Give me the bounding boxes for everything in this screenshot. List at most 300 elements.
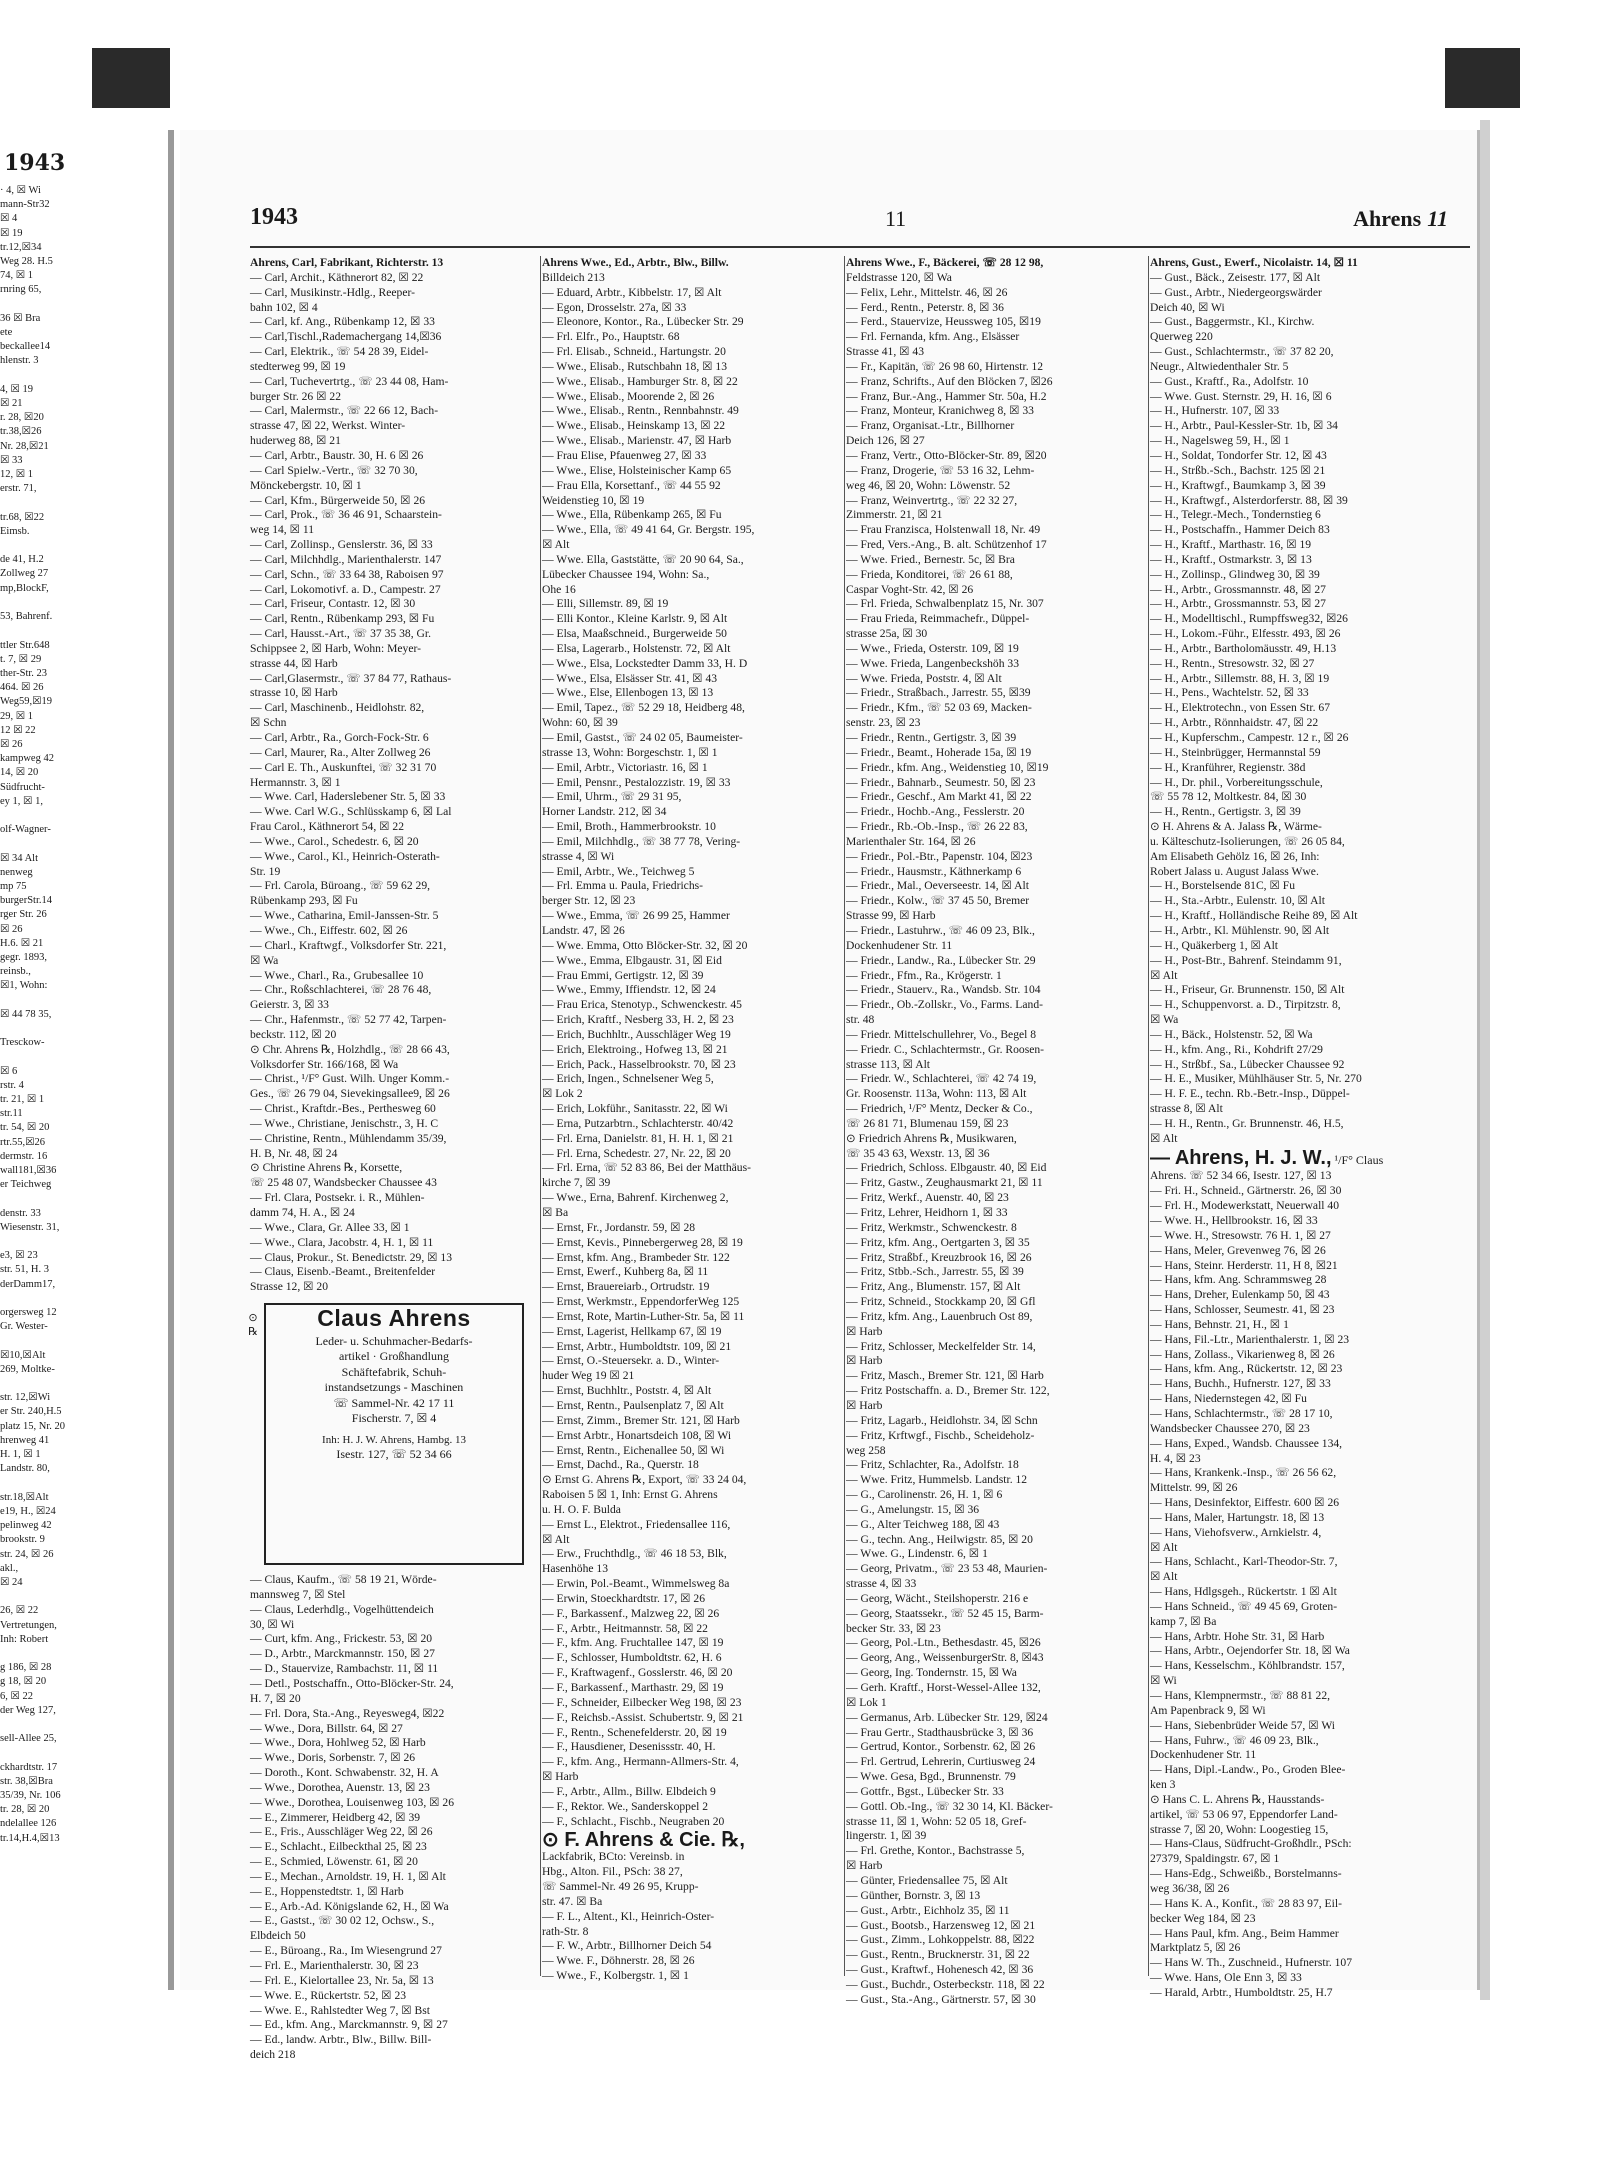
directory-entry: — F., Arbtr., Heitmannstr. 58, ☒ 22	[542, 1621, 708, 1635]
directory-entry: ⊙ Chr. Ahrens ℞, Holzhdlg., ☏ 28 66 43,	[250, 1042, 450, 1056]
directory-entry: — Wwe., Catharina, Emil-Janssen-Str. 5	[250, 909, 439, 923]
directory-entry: Deich 40, ☒ Wi	[1150, 300, 1225, 314]
directory-entry: — Wwe. H., Stresowstr. 76 H. 1, ☒ 27	[1150, 1228, 1331, 1242]
header-rule	[250, 246, 1470, 248]
directory-entry: — H. F. E., techn. Rb.-Betr.-Insp., Düppel-	[1150, 1087, 1350, 1101]
directory-entry: ☒ Alt	[542, 1532, 570, 1546]
directory-entry: Geierstr. 3, ☒ 33	[250, 998, 329, 1012]
directory-entry: — Wwe., Dorothea, Auenstr. 13, ☒ 23	[250, 1780, 430, 1794]
directory-entry: — Günter, Friedensallee 75, ☒ Alt	[846, 1873, 1008, 1887]
directory-entry: — Carl, Tuchevertrtg., ☏ 23 44 08, Ham-	[250, 374, 449, 388]
directory-entry: — Chr., Roßschlachterei, ☏ 28 76 48,	[250, 983, 432, 997]
directory-entry: — Ed., landw. Arbtr., Blw., Billw. Bill-	[250, 2033, 432, 2047]
directory-entry: — Frl. Erna, Danielstr. 81, H. H. 1, ☒ 21	[542, 1131, 734, 1145]
directory-entry: — Friedr., Ffm., Ra., Krögerstr. 1	[846, 968, 1002, 982]
directory-entry: — Frl. Clara, Postsekr. i. R., Mühlen-	[250, 1191, 425, 1205]
directory-entry: — Erich, Lokführ., Sanitasstr. 22, ☒ Wi	[542, 1102, 728, 1116]
directory-entry: — E., Schlacht., Eilbeckthal 25, ☒ 23	[250, 1840, 427, 1854]
directory-entry: — Frau Franzisca, Holstenwall 18, Nr. 49	[846, 523, 1041, 537]
header-surname	[1353, 206, 1448, 232]
directory-entry: — F., kfm. Ang. Fruchtallee 147, ☒ 19	[542, 1636, 724, 1650]
directory-entry: — Emil, Gastst., ☏ 24 02 05, Baumeister-	[542, 731, 743, 744]
directory-entry: — E., Hoppenstedtstr. 1, ☒ Harb	[250, 1884, 404, 1898]
directory-entry: Am Elisabeth Gehölz 16, ☒ 26, Inh:	[1150, 849, 1320, 863]
directory-entry: — Erw., Fruchthdlg., ☏ 46 18 53, Blk,	[542, 1547, 727, 1561]
directory-entry: ⊙ Hans C. L. Ahrens ℞, Hausstands-	[1150, 1792, 1325, 1806]
ad-line: ☏ Sammel-Nr. 42 17 11	[333, 1395, 455, 1410]
directory-entry: — Ernst, Lagerist, Hellkamp 67, ☒ 19	[542, 1324, 722, 1338]
directory-entry: — Frau Gertr., Stadthausbrücke 3, ☒ 36	[846, 1725, 1034, 1739]
directory-entry: — Frl. Dora, Sta.-Ang., Reyesweg4, ☒22	[250, 1706, 445, 1720]
directory-entry: — Hans, Hdlgsgeh., Rückertstr. 1 ☒ Alt	[1150, 1585, 1337, 1599]
directory-entry: — H., Friseur, Gr. Brunnenstr. 150, ☒ Alt	[1150, 983, 1345, 997]
directory-entry: Lübecker Chaussee 194, Wohn: Sa.,	[542, 567, 710, 581]
directory-entry: — Georg, Privatm., ☏ 23 53 48, Maurien-	[846, 1562, 1048, 1576]
directory-entry: — Ernst, Rentn., Paulsenplatz 7, ☒ Alt	[542, 1398, 724, 1412]
directory-entry: — Wwe. Hans, Ole Enn 3, ☒ 33	[1150, 1971, 1302, 1985]
directory-entry: Caspar Voght-Str. 42, ☒ 26	[846, 582, 974, 596]
directory-entry: — H., Steinbrügger, Hermannstal 59	[1150, 745, 1321, 759]
directory-entry: — Hans-Edg., Schweißb., Borstelmanns-	[1150, 1867, 1342, 1881]
directory-entry: — Hans, Arbtr. Hohe Str. 31, ☒ Harb	[1150, 1629, 1325, 1643]
directory-entry: — H., Kraftwgf., Alsterdorferstr. 88, ☒ 39	[1150, 493, 1348, 507]
directory-entry: — Ernst, Arbtr., Humboldtstr. 109, ☒ 21	[542, 1339, 732, 1353]
directory-entry: — Elsa, Lagerarb., Holstenstr. 72, ☒ Alt	[542, 641, 731, 655]
directory-entry: — Hans, Siebenbrüder Weide 57, ☒ Wi	[1150, 1718, 1336, 1732]
directory-entry: — Wwe., Else, Ellenbogen 13, ☒ 13	[542, 686, 714, 700]
directory-entry: — D., Arbtr., Marckmannstr. 150, ☒ 27	[250, 1647, 435, 1661]
directory-entry: — Gust., Schlachtermstr., ☏ 37 82 20,	[1150, 345, 1334, 359]
directory-entry: — Frau Ella, Korsettanf., ☏ 44 55 92	[542, 478, 721, 492]
directory-entry: — Franz, Weinvertrtg., ☏ 22 32 27,	[846, 493, 1018, 507]
directory-entry: ☏ 35 43 63, Wexstr. 13, ☒ 36	[846, 1146, 990, 1160]
directory-entry: — H., Arbtr., Grossmannstr. 53, ☒ 27	[1150, 597, 1326, 611]
directory-entry: — Carl, Elektrik., ☏ 54 28 39, Eidel-	[250, 345, 429, 359]
directory-entry: H. 4, ☒ 23	[1150, 1451, 1201, 1465]
column-3-entries	[846, 256, 1146, 2008]
directory-entry: — Gertrud, Kontor., Sorbenstr. 62, ☒ 26	[846, 1740, 1036, 1754]
directory-entry: — E., Mechan., Arnoldstr. 19, H. 1, ☒ Alt	[250, 1869, 446, 1883]
directory-entry: — Carl E. Th., Auskunftei, ☏ 32 31 70	[250, 760, 437, 774]
directory-entry: — H., Arbtr., Rönnhaidstr. 47, ☒ 22	[1150, 716, 1319, 730]
directory-entry: rath-Str. 8	[542, 1924, 589, 1938]
directory-entry: ☒ Wa	[1150, 1013, 1179, 1027]
directory-entry: — Carl, Arbtr., Baustr. 30, H. 6 ☒ 26	[250, 448, 424, 462]
directory-entry: Schippsee 2, ☒ Harb, Wohn: Meyer-	[250, 641, 421, 655]
directory-entry: — Wwe., Emmy, Iffiendstr. 12, ☒ 24	[542, 983, 716, 997]
directory-entry: — Emil, Broth., Hammerbrookstr. 10	[542, 820, 716, 834]
directory-entry: — Frl. Carola, Büroang., ☏ 59 62 29,	[250, 879, 431, 893]
directory-entry: — Hans, Meler, Grevenweg 76, ☒ 26	[1150, 1243, 1326, 1257]
directory-entry: — Günther, Bornstr. 3, ☒ 13	[846, 1888, 981, 1902]
directory-entry: — Ernst, Brauereiarb., Ortrudstr. 19	[542, 1280, 710, 1294]
directory-entry: — Wwe. G., Lindenstr. 6, ☒ 1	[846, 1547, 988, 1561]
directory-entry: — Germanus, Arb. Lübecker Str. 129, ☒24	[846, 1710, 1048, 1724]
column-1-entries	[250, 256, 538, 1295]
directory-entry: — Wwe. H., Hellbrookstr. 16, ☒ 33	[1150, 1214, 1318, 1227]
featured-entry-line: Ahrens. ☏ 52 34 66, Isestr. 127, ☒ 13	[1150, 1169, 1332, 1183]
directory-entry: — Wwe., Ella, ☏ 49 41 64, Gr. Bergstr. 195,	[542, 523, 755, 537]
column-2-entries-continued	[542, 1910, 842, 1984]
directory-entry: — Curt, kfm. Ang., Frickestr. 53, ☒ 20	[250, 1632, 433, 1646]
directory-entry: — Hans, Fil.-Ltr., Marienthalerstr. 1, ☒ 23	[1150, 1332, 1350, 1346]
directory-entry: — F., Rentn., Schenefelderstr. 20, ☒ 19	[542, 1725, 727, 1739]
directory-entry: — H., Modelltischl., Rumpffsweg32, ☒26	[1150, 612, 1348, 626]
directory-entry: 27379, Spaldingstr. 67, ☒ 1	[1150, 1852, 1280, 1866]
directory-entry: — Hans, Schlosser, Seumestr. 41, ☒ 23	[1150, 1303, 1335, 1317]
advertisement-box	[248, 1303, 524, 1565]
directory-entry: Strasse 99, ☒ Harb	[846, 909, 936, 923]
directory-entry: — Carl,Glasermstr., ☏ 37 84 77, Rathaus-	[250, 671, 452, 685]
directory-entry: — Fritz, Schneid., Stockkamp 20, ☒ Gfl	[846, 1295, 1036, 1309]
ad-line: instandsetzungs - Maschinen	[324, 1380, 464, 1395]
directory-entry: — Carl, Musikinstr.-Hdlg., Reeper-	[250, 285, 415, 299]
directory-entry: — H., Arbtr., Kl. Mühlenstr. 90, ☒ Alt	[1150, 923, 1330, 937]
directory-entry: burger Str. 26 ☒ 22	[250, 389, 342, 403]
directory-entry: — Frl. Erna, ☏ 52 83 86, Bei der Matthäus-	[542, 1161, 751, 1175]
directory-entry: ☒ Alt	[1150, 1131, 1178, 1145]
directory-entry: bahn 102, ☒ 4	[250, 300, 318, 314]
firm-detail-line: ☏ Sammel-Nr. 49 26 95, Krupp-	[542, 1879, 699, 1893]
directory-entry: — Friedr., Mal., Oeverseestr. 14, ☒ Alt	[846, 879, 1029, 893]
directory-entry: — Franz, Bur.-Ang., Hammer Str. 50a, H.2	[846, 389, 1047, 403]
directory-entry: — Carl, Rentn., Rübenkamp 293, ☒ Fu	[250, 612, 435, 626]
directory-entry: — Gust., Arbtr., Niedergeorgswärder	[1150, 285, 1322, 299]
ad-line: Schäftefabrik, Schuh-	[341, 1364, 447, 1379]
directory-entry: — Franz, Vertr., Otto-Blöcker-Str. 89, ☒20	[846, 448, 1047, 462]
directory-entry: strasse 47, ☒ 22, Werkst. Winter-	[250, 419, 406, 433]
directory-entry: — Franz, Monteur, Kranichweg 8, ☒ 33	[846, 404, 1034, 418]
directory-entry: — Erwin, Stoeckhardtstr. 17, ☒ 26	[542, 1591, 706, 1605]
directory-entry: — Christine, Rentn., Mühlendamm 35/39,	[250, 1131, 447, 1145]
directory-entry: — Fritz, Krftwgf., Fischb., Scheideholz-	[846, 1428, 1035, 1442]
directory-entry: ☏ 25 48 07, Wandsbecker Chaussee 43	[250, 1176, 437, 1190]
directory-entry: Str. 19	[250, 864, 281, 878]
directory-entry: — Friedr., Hochb.-Ang., Fesslerstr. 20	[846, 805, 1025, 819]
directory-entry: — Georg, Ang., WeissenburgerStr. 8, ☒43	[846, 1651, 1044, 1665]
directory-entry: — Carl, Malermstr., ☏ 22 66 12, Bach-	[250, 404, 439, 418]
directory-entry: — Hans, Exped., Wandsb. Chaussee 134,	[1150, 1436, 1343, 1450]
directory-entry: — Hans, kfm. Ang. Schrammsweg 28	[1150, 1273, 1327, 1287]
directory-entry: — Erich, Elektroing., Hofweg 13, ☒ 21	[542, 1042, 728, 1056]
directory-entry: — Fri. H., Schneid., Gärtnerstr. 26, ☒ 30	[1150, 1184, 1342, 1198]
directory-entry: — Fritz, Straßbf., Kreuzbrook 16, ☒ 26	[846, 1250, 1032, 1264]
directory-entry: H. 7, ☒ 20	[250, 1691, 301, 1705]
directory-entry: — H., Zollinsp., Glindweg 30, ☒ 39	[1150, 567, 1320, 581]
directory-entry: — Wwe. F., Döhnerstr. 28, ☒ 26	[542, 1954, 695, 1968]
directory-entry: — F., Barkassenf., Malzweg 22, ☒ 26	[542, 1606, 720, 1620]
directory-entry: ☒ Alt	[1150, 1540, 1178, 1554]
previous-page-fragment	[0, 150, 168, 1990]
directory-entry: — Friedr., Kolw., ☏ 37 45 50, Bremer	[846, 894, 1030, 908]
directory-entry: — Ferd., Rentn., Peterstr. 8, ☒ 36	[846, 300, 1004, 314]
directory-entry: — Erich, Kraftf., Nesberg 33, H. 2, ☒ 23	[542, 1013, 734, 1027]
directory-entry: — F., kfm. Ang., Hermann-Allmers-Str. 4,	[542, 1755, 739, 1769]
directory-entry: huder Weg 19 ☒ 21	[542, 1369, 635, 1383]
column-divider	[844, 256, 845, 1976]
directory-entry: — Friedr., Landw., Ra., Lübecker Str. 29	[846, 953, 1036, 967]
directory-entry: — Friedrich, ¹/F° Mentz, Decker & Co.,	[846, 1102, 1033, 1116]
directory-entry: strasse 7, ☒ 20, Wohn: Loogestieg 15,	[1150, 1822, 1329, 1836]
directory-entry: weg 46, ☒ 20, Wohn: Löwenstr. 52	[846, 478, 1011, 492]
directory-entry: — Erna, Putzarbtrn., Schlachterstr. 40/42	[542, 1116, 734, 1130]
directory-entry: — Carl, Arbtr., Ra., Gorch-Fock-Str. 6	[250, 731, 429, 744]
directory-entry: — Wwe., Clara, Jacobstr. 4, H. 1, ☒ 11	[250, 1235, 434, 1249]
directory-entry: — Elsa, Maaßschneid., Burgerweide 50	[542, 627, 727, 641]
directory-entry: Landstr. 47, ☒ 26	[542, 923, 625, 937]
scan-edge-tab-left	[92, 48, 170, 108]
directory-entry: — Frl. Gertrud, Lehrerin, Curtiusweg 24	[846, 1755, 1036, 1769]
directory-entry: — Emil, Uhrm., ☏ 29 31 95,	[542, 790, 682, 804]
directory-entry: — Emil, Milchhdlg., ☏ 38 77 78, Vering-	[542, 834, 741, 848]
directory-entry: — Ernst, Zimm., Bremer Str. 121, ☒ Harb	[542, 1413, 740, 1427]
directory-entry: — Wwe., Dora, Hohlweg 52, ☒ Harb	[250, 1736, 426, 1750]
directory-entry: — Fritz, kfm. Ang., Oertgarten 3, ☒ 35	[846, 1235, 1030, 1249]
directory-entry: ☏ 26 81 71, Blumenau 159, ☒ 23	[846, 1116, 1009, 1130]
directory-entry: Gr. Roosenstr. 113a, Wohn: 113, ☒ Alt	[846, 1087, 1027, 1101]
directory-entry: — Georg, Ing. Tondernstr. 15, ☒ Wa	[846, 1666, 1017, 1680]
column-divider	[540, 256, 541, 1976]
featured-entry	[1150, 1146, 1468, 1169]
directory-entry: — Wwe., Emma, Elbgaustr. 31, ☒ Eid	[542, 953, 722, 967]
featured-entry-firm: ¹/F° Claus	[1331, 1152, 1384, 1167]
directory-entry: ☏ 55 78 12, Moltkestr. 84, ☒ 30	[1150, 790, 1307, 804]
page-header	[250, 204, 1470, 240]
directory-entry: — Fritz, Lagarb., Heidlohstr. 34, ☒ Schn	[846, 1413, 1038, 1427]
directory-entry: — G., techn. Ang., Heilwigstr. 85, ☒ 20	[846, 1532, 1033, 1546]
directory-entry: — Friedr., Stauerv., Ra., Wandsb. Str. 104	[846, 983, 1041, 997]
directory-entry: — Wwe., Elisab., Rentn., Rennbahnstr. 49	[542, 404, 739, 418]
directory-entry: — Wwe., Christiane, Jenischstr., 3, H. C	[250, 1116, 439, 1130]
directory-entry: — Christ., ¹/F° Gust. Wilh. Unger Komm.-	[250, 1072, 450, 1086]
directory-entry: strasse 113, ☒ Alt	[846, 1057, 931, 1071]
directory-entry: — Felix, Lehr., Mittelstr. 46, ☒ 26	[846, 285, 1008, 299]
directory-entry: — Carl, Archit., Käthnerort 82, ☒ 22	[250, 270, 424, 284]
directory-entry: — D., Stauervize, Rambachstr. 11, ☒ 11	[250, 1662, 439, 1676]
directory-entry: — Ernst, Ewerf., Kuhberg 8a, ☒ 11	[542, 1265, 709, 1279]
directory-entry: ⊙ H. Ahrens & A. Jalass ℞, Wärme-	[1150, 820, 1322, 834]
directory-entry: — Carl, Prok., ☏ 36 46 91, Schaarstein-	[250, 508, 442, 522]
directory-entry: strasse 13, Wohn: Borgeschstr. 1, ☒ 1	[542, 745, 718, 759]
header-surname-text: Ahrens	[1353, 206, 1422, 231]
directory-entry: — Hans, Viehofsverw., Arnkielstr. 4,	[1150, 1525, 1322, 1539]
directory-entry: — Charl., Kraftwgf., Volksdorfer Str. 221,	[250, 938, 447, 952]
directory-entry: — Wwe., Ella, Rübenkamp 265, ☒ Fu	[542, 508, 722, 522]
directory-entry: — Wwe. E., Rückertstr. 52, ☒ 23	[250, 1988, 407, 2002]
directory-entry: — H. E., Musiker, Mühlhäuser Str. 5, Nr. 270	[1150, 1072, 1362, 1086]
directory-entry: — F., Arbtr., Allm., Billw. Elbdeich 9	[542, 1784, 716, 1798]
directory-entry: — Ernst, Werkmstr., EppendorferWeg 125	[542, 1295, 740, 1309]
directory-entry: — Frl. Erna, Schedestr. 27, Nr. 22, ☒ 20	[542, 1146, 731, 1160]
directory-entry: Mittelstr. 99, ☒ 26	[1150, 1481, 1238, 1495]
directory-entry: — Hans, Steinr. Herderstr. 11, H 8, ☒21	[1150, 1258, 1338, 1272]
directory-entry: — Ernst L., Elektrot., Friedensallee 116,	[542, 1517, 731, 1531]
directory-entry: ☒ Alt	[542, 538, 570, 552]
directory-entry: — Egon, Drosselstr. 27a, ☒ 33	[542, 300, 687, 314]
directory-entry: — Emil, Arbtr., Victoriastr. 16, ☒ 1	[542, 760, 708, 774]
ad-owner: Inh: H. J. W. Ahrens, Hambg. 13	[322, 1433, 466, 1446]
directory-entry: ☒ Schn	[250, 716, 287, 730]
directory-entry: lingerstr. 1, ☒ 39	[846, 1829, 927, 1843]
directory-entry: — Fritz, Gastw., Zeughausmarkt 21, ☒ 11	[846, 1176, 1043, 1190]
directory-entry: — Frl. Elfr., Po., Hauptstr. 68	[542, 330, 680, 344]
directory-entry: — H., Post-Btr., Bahrenf. Steindamm 91,	[1150, 953, 1342, 967]
directory-entry: — H., Bäck., Holstenstr. 52, ☒ Wa	[1150, 1027, 1313, 1041]
directory-entry: — F. W., Arbtr., Billhorner Deich 54	[542, 1939, 712, 1953]
directory-entry: — Gust., Baggermstr., Kl., Kirchw.	[1150, 315, 1315, 329]
firm-heading: ⊙ F. Ahrens & Cie. ℞,	[542, 1829, 745, 1852]
directory-entry: — Gust., Kraftf., Ra., Adolfstr. 10	[1150, 374, 1309, 388]
directory-entry: Strasse 41, ☒ 43	[846, 345, 925, 359]
directory-entry: — Wwe., Elisab., Rutschbahn 18, ☒ 13	[542, 359, 728, 373]
directory-entry: — Claus, Kaufm., ☏ 58 19 21, Wörde-	[250, 1573, 437, 1587]
directory-entry: — Franz, Organisat.-Ltr., Billhorner	[846, 419, 1015, 433]
directory-entry: — H., Rentn., Gertigstr. 3, ☒ 39	[1150, 805, 1301, 819]
directory-entry: — Wwe. Gesa, Bgd., Brunnenstr. 79	[846, 1770, 1016, 1784]
directory-entry: — H., Kraftf., Holländische Reihe 89, ☒ Alt	[1150, 909, 1358, 923]
directory-entry: — Wwe., Charl., Ra., Grubesallee 10	[250, 968, 424, 982]
directory-entry: Volksdorfer Str. 166/168, ☒ Wa	[250, 1057, 399, 1071]
directory-entry: — Ernst, O.-Steuersekr. a. D., Winter-	[542, 1354, 720, 1368]
directory-entry: — Ernst, Rote, Martin-Luther-Str. 5a, ☒ 11	[542, 1309, 745, 1323]
directory-entry: — H., Elektrotechn., von Essen Str. 67	[1150, 701, 1331, 715]
directory-entry: — Doroth., Kont. Schwabenstr. 32, H. A	[250, 1766, 439, 1780]
directory-entry: — Wwe. Frieda, Langenbeckshöh 33	[846, 656, 1020, 670]
firm-detail-line: Lackfabrik, BCto: Vereinsb. in	[542, 1850, 685, 1864]
directory-entry: — Hans, Klempnermstr., ☏ 88 81 22,	[1150, 1689, 1331, 1702]
directory-entry: Wandsbecker Chaussee 270, ☒ 23	[1150, 1421, 1310, 1435]
directory-entry: — Ernst, Kevis., Pinnebergerweg 28, ☒ 19	[542, 1235, 743, 1249]
directory-entry: ☒ Harb	[542, 1770, 579, 1784]
directory-entry: — Frl. H., Modewerkstatt, Neuerwall 40	[1150, 1199, 1340, 1213]
directory-entry: — Gust., Sta.-Ang., Gärtnerstr. 57, ☒ 30	[846, 1992, 1036, 2006]
directory-entry: kamp 7, ☒ Ba	[1150, 1614, 1217, 1628]
column-4-entries-continued	[1150, 1184, 1468, 2000]
directory-entry: strasse 8, ☒ Alt	[1150, 1102, 1223, 1116]
directory-entry: becker Str. 33, ☒ 23	[846, 1621, 941, 1635]
directory-entry: — Elli, Sillemstr. 89, ☒ 19	[542, 597, 669, 611]
directory-entry: — Fred, Vers.-Ang., B. alt. Schützenhof 17	[846, 538, 1047, 552]
directory-entry: — F., Rektor. We., Sanderskoppel 2	[542, 1799, 709, 1813]
directory-entry: strasse 44, ☒ Harb	[250, 656, 338, 670]
ad-title: Claus Ahrens	[317, 1305, 471, 1332]
directory-entry: — Detl., Postschaffn., Otto-Blöcker-Str. 24,	[250, 1676, 454, 1690]
directory-entry: — Georg, Staatssekr., ☏ 52 45 15, Barm-	[846, 1606, 1044, 1620]
header-page-number: 11	[885, 206, 907, 231]
column-2	[542, 256, 842, 1983]
column-3	[846, 256, 1146, 2006]
directory-entry: — Friedr., Kfm., ☏ 52 03 69, Macken-	[846, 701, 1032, 715]
directory-entry: — Hans, Krankenk.-Insp., ☏ 26 56 62,	[1150, 1466, 1337, 1480]
directory-entry: — F., Kraftwagenf., Gosslerstr. 46, ☒ 20	[542, 1666, 733, 1680]
directory-entry: weg 258	[846, 1443, 886, 1457]
directory-entry: — Fritz, Stbb.-Sch., Jarrestr. 55, ☒ 39	[846, 1265, 1024, 1279]
directory-entry: — Friedr. W., Schlachterei, ☏ 42 74 19,	[846, 1072, 1037, 1086]
directory-entry: — Wwe., Frieda, Osterstr. 109, ☒ 19	[846, 641, 1019, 655]
directory-entry: Billdeich 213	[542, 270, 605, 284]
directory-entry: — Wwe., Elise, Holsteinischer Kamp 65	[542, 463, 732, 477]
directory-entry: Mönckebergstr. 10, ☒ 1	[250, 478, 362, 492]
directory-entry: Elbdeich 50	[250, 1929, 306, 1943]
directory-entry: — Ernst, kfm. Ang., Brambeder Str. 122	[542, 1250, 730, 1264]
directory-entry: — Wwe., Clara, Gr. Allee 33, ☒ 1	[250, 1220, 410, 1234]
directory-entry: — Emil, Arbtr., We., Teichweg 5	[542, 864, 695, 878]
firm-detail-line: str. 47. ☒ Ba	[542, 1894, 603, 1908]
directory-entry: — Friedr. Mittelschullehrer, Vo., Begel 8	[846, 1027, 1037, 1041]
directory-entry: — Carl, kf. Ang., Rübenkamp 12, ☒ 33	[250, 315, 435, 329]
previous-page-text: · 4, ☒ Wi mann-Str32 ☒ 4 ☒ 19 tr.12,☒34 Weg 28. H.5 74, ☒ 1 rnring 65, 36 ☒ Bra ete beckallee14 hlenstr. 3 4, ☒ 19 ☒ 21 r. 28, ☒20 tr.38,☒26 Nr. 28,☒21 ☒ 33 12, ☒ 1 erstr. 71, tr.68, ☒22 Eimsb. de 41, H.2 Zollweg 27 mp,BlockF, 53, Bahrenf. ttler Str.648 t. 7, ☒ 29 ther-Str. 23 464. ☒ 26 Weg59,☒19 29, ☒ 1 12 ☒ 22 ☒ 26 kampweg 42 14, ☒ 20 Südfrucht- ey 1, ☒ 1, olf-Wagner- ☒ 34 Alt nenweg mp 75 burgerStr.14 rger Str. 26 ☒ 26 H.6. ☒ 21 gegr. 1893, reinsb., ☒1, Wohn: ☒ 44 78 35, Tresckow- ☒ 6 rstr. 4 tr. 21, ☒ 1 str.11 tr. 54, ☒ 20 rtr.55,☒26 dermstr. 16 wall181,☒36 er Teichweg denstr. 33 Wiesenstr. 31, e3, ☒ 23 str. 51, H. 3 derDamm17, orgersweg 12 Gr. Wester- ☒10,☒Alt 269, Moltke- str. 12,☒Wi er Str. 240,H.5 platz 15, Nr. 20 hrenweg 41 H. 1, ☒ 1 Landstr. 80, str.18,☒Alt e19, H., ☒24 pelinweg 42 brookstr. 9 str. 24, ☒ 26 akl., ☒ 24 26, ☒ 22 Vertretungen, Inh: Robert g 186, ☒ 28 g 18, ☒ 20 6, ☒ 22 der Weg 127, sell-Allee 25, ckhardtstr. 17 str. 38,☒Bra 35/39, Nr. 106 tr. 28, ☒ 20 ndelallee 126 tr.14,H.4,☒13	[0, 185, 66, 1844]
directory-entry: — Wwe., Doris, Sorbenstr. 7, ☒ 26	[250, 1751, 416, 1765]
directory-entry: — Emil, Tapez., ☏ 52 29 18, Heidberg 48,	[542, 701, 745, 715]
directory-entry: — Christ., Kraftdr.-Bes., Perthesweg 60	[250, 1102, 436, 1116]
directory-entry: Dockenhudener Str. 11	[846, 938, 953, 952]
directory-entry: — Wwe., Dora, Billstr. 64, ☒ 27	[250, 1721, 403, 1735]
directory-entry: Hermannstr. 3, ☒ 1	[250, 775, 341, 789]
directory-entry: — H., Strßb.-Sch., Bachstr. 125 ☒ 21	[1150, 463, 1326, 477]
directory-entry: senstr. 23, ☒ 23	[846, 716, 921, 730]
directory-entry: — Carl, Kfm., Bürgerweide 50, ☒ 26	[250, 493, 426, 507]
directory-entry: weg 14, ☒ 11	[250, 523, 315, 537]
directory-entry: — Friedr., Rentn., Gertigstr. 3, ☒ 39	[846, 731, 1017, 744]
directory-entry: — Frau Erica, Stenotyp., Schwenckestr. 45	[542, 998, 742, 1012]
directory-entry: Rübenkamp 293, ☒ Fu	[250, 894, 358, 908]
featured-entry-name: — Ahrens, H. J. W.,	[1150, 1146, 1332, 1169]
directory-entry: — Hans, Kesselschm., Köhlbrandstr. 157,	[1150, 1659, 1345, 1673]
directory-entry: — Frl. Grethe, Kontor., Bachstrasse 5,	[846, 1844, 1025, 1858]
directory-entry: — F., Schlosser, Humboldtstr. 62, H. 6	[542, 1651, 722, 1665]
directory-page	[180, 130, 1480, 2062]
directory-entry: — E., Arb.-Ad. Königslande 62, H., ☒ Wa	[250, 1899, 449, 1913]
directory-entry: — Friedr., Ob.-Zollskr., Vo., Farms. Land-	[846, 998, 1043, 1012]
directory-entry: berger Str. 12, ☒ 23	[542, 894, 636, 908]
directory-entry: ☒ Ba	[542, 1206, 569, 1219]
directory-entry: — Hans, Arbtr., Oejendorfer Str. 18, ☒ Wa	[1150, 1644, 1350, 1658]
directory-entry: — Fr., Kapitän, ☏ 26 98 60, Hirtenstr. 12	[846, 359, 1044, 373]
directory-entry: ⊙ Christine Ahrens ℞, Korsette,	[250, 1161, 403, 1175]
directory-entry: — F. L., Altent., Kl., Heinrich-Oster-	[542, 1909, 715, 1923]
directory-entry: — Hans, Schlacht., Karl-Theodor-Str. 7,	[1150, 1555, 1338, 1569]
scan-edge-tab-right	[1445, 48, 1520, 108]
column-2-entries	[542, 256, 842, 1829]
directory-entry: — H., Pens., Wachtelstr. 52, ☒ 33	[1150, 686, 1309, 700]
directory-entry: — Frieda, Konditorei, ☏ 26 61 88,	[846, 567, 1013, 581]
directory-entry: — E., Zimmerer, Heidberg 42, ☒ 39	[250, 1810, 421, 1824]
directory-entry: — F., Hausdiener, Desenissstr. 40, H.	[542, 1740, 716, 1754]
column-divider	[1148, 256, 1149, 1976]
directory-entry: — Elli Kontor., Kleine Karlstr. 9, ☒ Alt	[542, 612, 728, 626]
directory-entry: — Fritz, Schlosser, Meckelfelder Str. 14,	[846, 1339, 1036, 1353]
directory-entry: — H., Hufnerstr. 107, ☒ 33	[1150, 404, 1280, 418]
directory-entry: — Hans, Schlachtermstr., ☏ 28 17 10,	[1150, 1406, 1333, 1420]
directory-entry: ☒ Wa	[250, 953, 279, 967]
directory-entry: — H., Kraftf., Marthastr. 16, ☒ 19	[1150, 538, 1312, 552]
ad-line: Fischerstr. 7, ☒ 4	[351, 1411, 437, 1426]
directory-entry: — Gust., Bootsb., Harzensweg 12, ☒ 21	[846, 1918, 1036, 1932]
directory-entry: — H., Arbtr., Bartholomäusstr. 49, H.13	[1150, 641, 1337, 655]
directory-entry: — Wwe., Carol., Schedestr. 6, ☒ 20	[250, 834, 419, 848]
directory-entry: — Carl,Tischl.,Rademachergang 14,☒36	[250, 330, 442, 344]
directory-entry: — Eleonore, Kontor., Ra., Lübecker Str. 29	[542, 315, 744, 329]
directory-entry: — Carl Spielw.-Vertr., ☏ 32 70 30,	[250, 463, 418, 477]
directory-entry: — Friedr., Straßbach., Jarrestr. 55, ☒39	[846, 686, 1031, 700]
directory-entry: — Hans, Buchh., Hufnerstr. 127, ☒ 33	[1150, 1377, 1331, 1391]
directory-entry: Weidenstieg 10, ☒ 19	[542, 493, 645, 507]
directory-entry: — Gust., Bäck., Zeisestr. 177, ☒ Alt	[1150, 270, 1321, 284]
directory-entry: — Claus, Prokur., St. Benedictstr. 29, ☒ 13	[250, 1250, 453, 1264]
directory-entry: — Ed., kfm. Ang., Marckmannstr. 9, ☒ 27	[250, 2018, 448, 2032]
directory-entry: Zimmerstr. 21, ☒ 21	[846, 508, 943, 522]
directory-entry: — Gerh. Kraftf., Horst-Wessel-Allee 132,	[846, 1681, 1041, 1694]
